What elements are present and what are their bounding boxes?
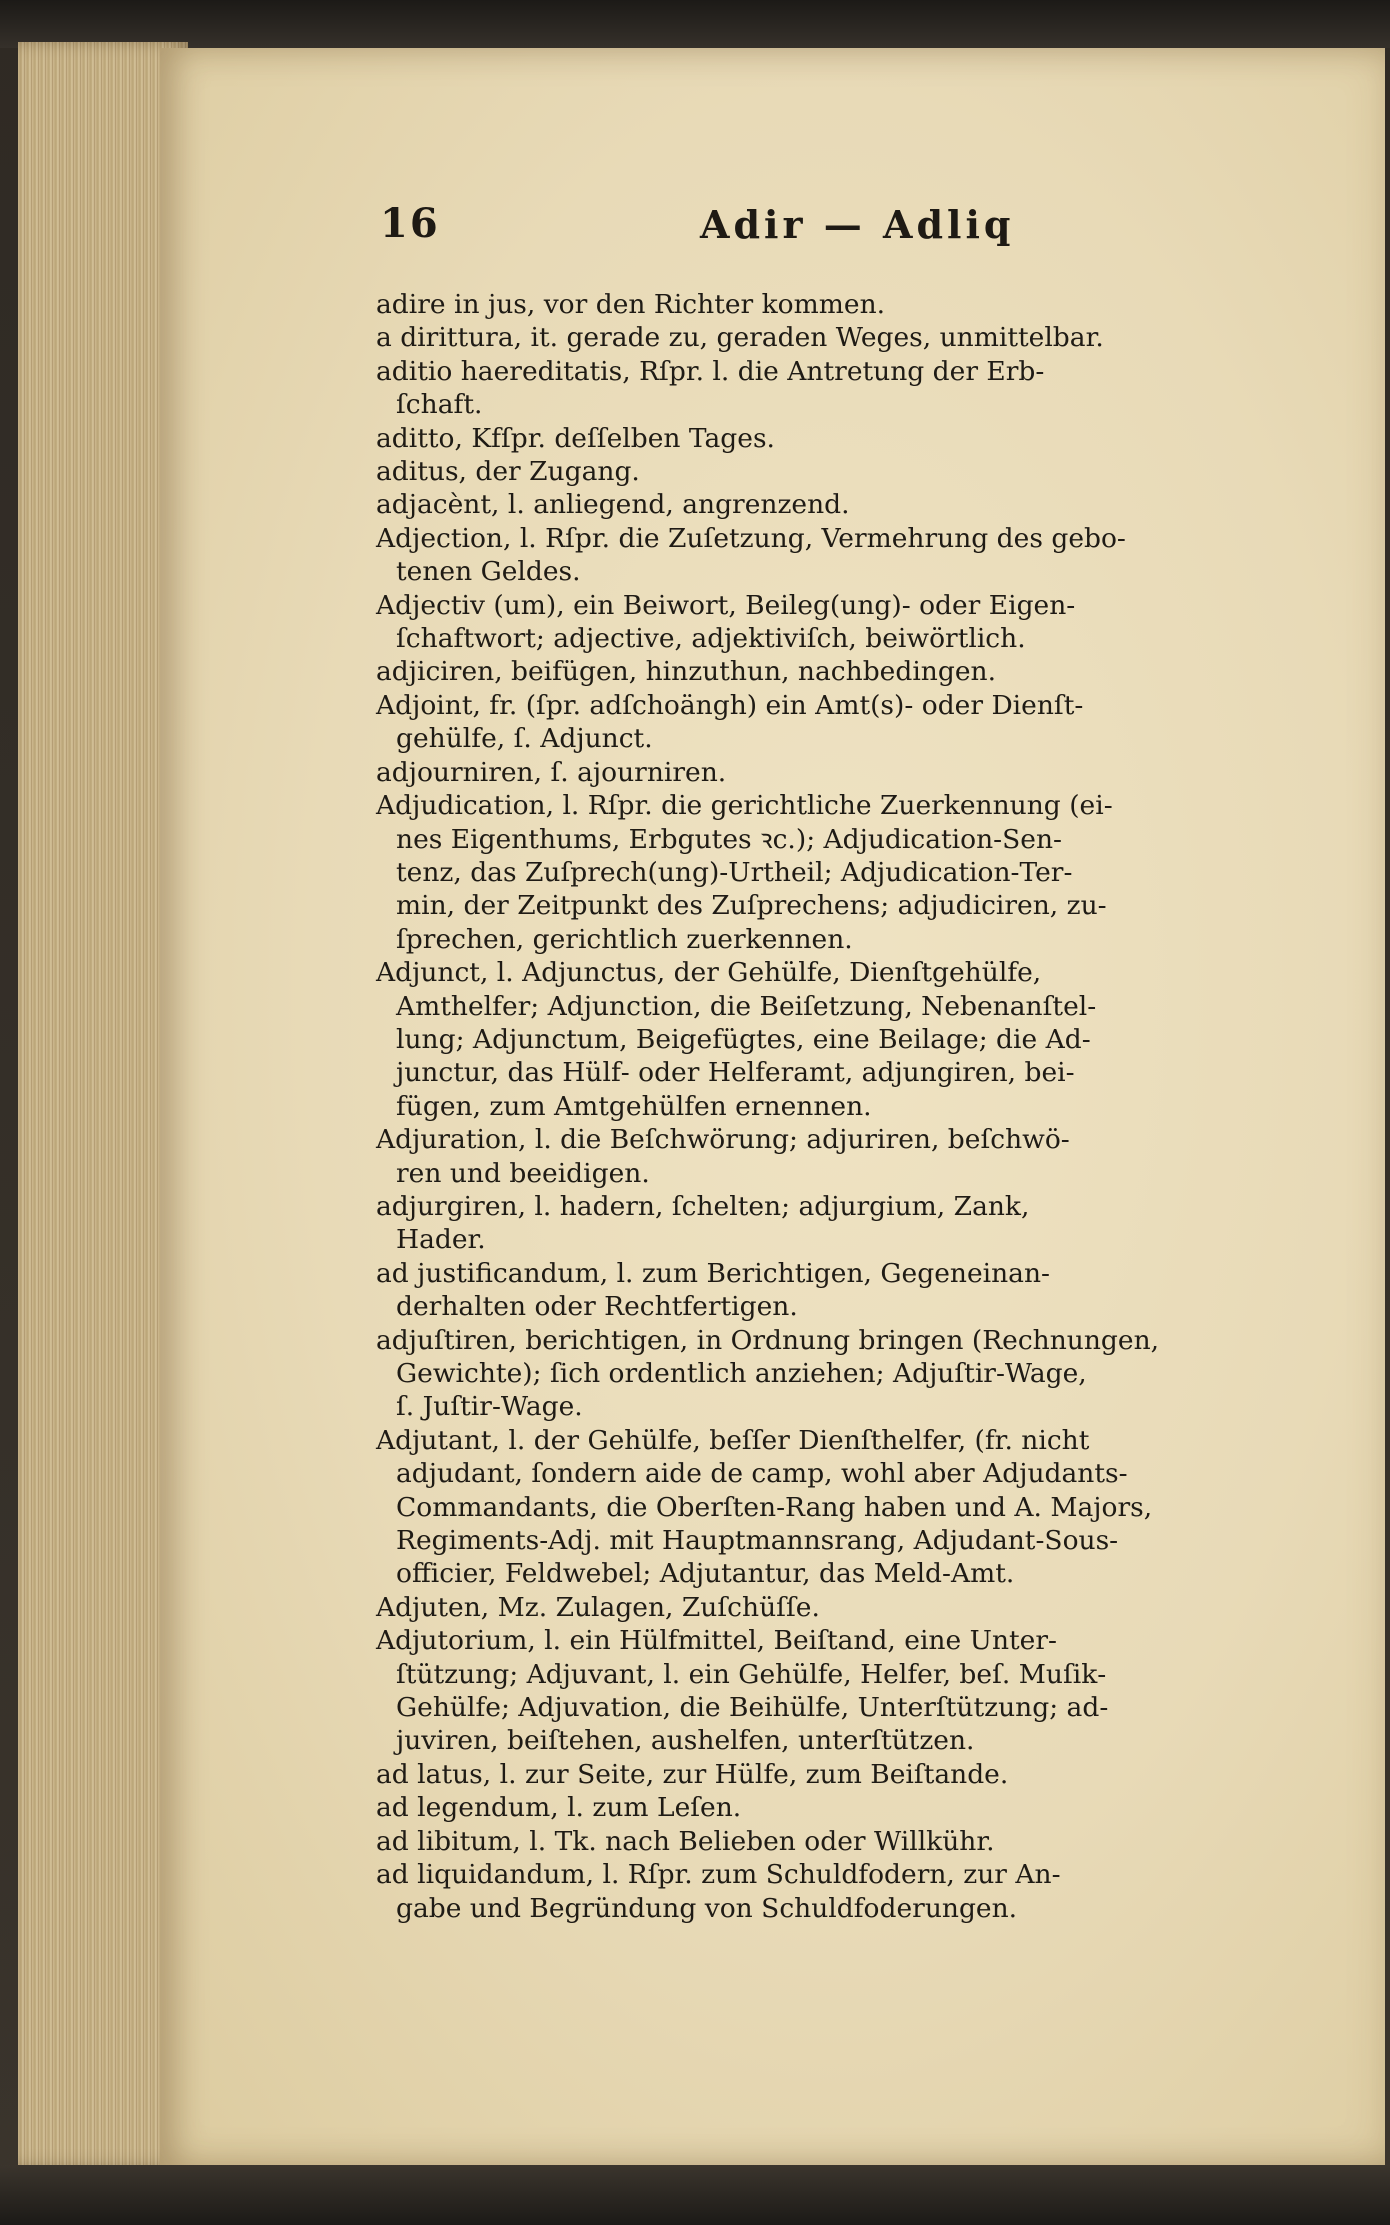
entry-line: adjiciren, beifügen, hinzuthun, nachbedingen. [376,656,996,688]
dictionary-entry [376,321,1342,354]
dictionary-entry [376,355,1342,422]
entry-line: Adjutorium, l. ein Hülfmittel, Beiſtand, eine Unter‑ [376,1625,1057,1657]
dictionary-entry [376,455,1342,488]
entry-line: aditio haereditatis, Rſpr. l. die Antretung der Erb‑ [376,355,1045,387]
entry-line: ſ. Juſtir‑Wage. [396,1391,583,1423]
dictionary-entry [376,689,1342,756]
dictionary-entry [376,488,1342,521]
entry-line: Adjutant, l. der Gehülfe, beſſer Dienſthelfer, (fr. nicht [376,1424,1090,1456]
entry-line: ad latus, l. zur Seite, zur Hülfe, zum Beiſtande. [376,1758,1009,1790]
entry-line: a dirittura, it. gerade zu, geraden Weges, unmittelbar. [376,322,1104,354]
entry-line: ad liquidandum, l. Rſpr. zum Schuldfodern, zur An‑ [376,1859,1061,1891]
entry-line: adjourniren, ſ. ajourniren. [376,756,727,788]
dictionary-entry [376,1758,1342,1791]
entry-line: adire in jus, vor den Richter kommen. [376,289,886,320]
dictionary-entry [376,1190,1342,1257]
page-header [380,200,1340,260]
entry-line: lung; Adjunctum, Beigefügtes, eine Beilage; die Ad‑ [396,1023,1091,1055]
dictionary-entry [376,789,1342,956]
entry-line: adjacènt, l. anliegend, angrenzend. [376,489,850,521]
entry-line: tenen Geldes. [396,556,581,588]
book-cover-top [0,0,1390,48]
entry-line: Commandants, die Oberſten‑Rang haben und A. Majors, [396,1491,1153,1523]
entry-line: aditus, der Zugang. [376,456,640,488]
page-number: 16 [380,200,440,247]
entry-line: junctur, das Hülf‑ oder Helferamt, adjungiren, bei‑ [396,1057,1075,1089]
entry-line: Adjection, l. Rſpr. die Zuſetzung, Vermehrung des gebo‑ [376,522,1126,554]
dictionary-entries [376,288,1342,1925]
entry-line: tenz, das Zuſprech(ung)‑Urtheil; Adjudication‑Ter‑ [396,856,1073,888]
entry-line: officier, Feldwebel; Adjutantur, das Meld‑Amt. [396,1558,1015,1590]
dictionary-entry [376,1591,1342,1624]
entry-line: derhalten oder Rechtfertigen. [396,1291,798,1323]
book-cover-bottom [0,2165,1390,2225]
entry-line: adjudant, ſondern aide de camp, wohl aber Adjudants- [396,1458,1128,1490]
dictionary-entry [376,1424,1342,1591]
dictionary-entry [376,655,1342,688]
entry-line: Adjuten, Mz. Zulagen, Zuſchüſſe. [376,1591,820,1623]
dictionary-entry [376,756,1342,789]
dictionary-entry [376,288,1342,321]
dictionary-entry [376,1624,1342,1758]
dictionary-entry [376,589,1342,656]
entry-line: Hader. [396,1224,486,1256]
entry-line: Gewichte); ſich ordentlich anziehen; Adjuſtir‑Wage, [396,1358,1087,1389]
dictionary-entry [376,1123,1342,1190]
entry-line: ſprechen, gerichtlich zuerkennen. [396,923,853,955]
entry-line: nes Eigenthums, Erbgutes ꝛc.); Adjudication‑Sen‑ [396,823,1062,855]
dictionary-entry [376,522,1342,589]
entry-line: adjurgiren, l. hadern, ſchelten; adjurgium, Zank, [376,1190,1030,1222]
entry-line: Amthelfer; Adjunction, die Beiſetzung, Nebenanſtel‑ [396,990,1097,1022]
entry-line: ſchaftwort; adjective, adjektiviſch, beiwörtlich. [396,623,1026,655]
entry-line: ad legendum, l. zum Leſen. [376,1792,742,1824]
entry-line: Adjunct, l. Adjunctus, der Gehülfe, Dienſtgehülfe, [376,957,1042,989]
dictionary-entry [376,956,1342,1123]
entry-line: min, der Zeitpunkt des Zuſprechens; adjudiciren, zu‑ [396,890,1107,922]
entry-line: Regiments‑Adj. mit Hauptmannsrang, Adjudant-Sous- [396,1525,1119,1557]
dictionary-entry [376,1791,1342,1824]
entry-line: Adjuration, l. die Beſchwörung; adjuriren, beſchwö‑ [376,1124,1070,1156]
entry-line: ſchaft. [396,389,483,421]
entry-line: Adjudication, l. Rſpr. die gerichtliche Zuerkennung (ei‑ [376,790,1113,822]
dictionary-entry [376,1257,1342,1324]
entry-line: ad libitum, l. Tk. nach Belieben oder Willkühr. [376,1825,995,1857]
entry-line: gehülfe, ſ. Adjunct. [396,723,653,755]
entry-line: ad justificandum, l. zum Berichtigen, Gegeneinan‑ [376,1257,1050,1289]
entry-line: aditto, Kfſpr. deſſelben Tages. [376,422,775,454]
dictionary-entry [376,1324,1342,1424]
dictionary-entry [376,1825,1342,1858]
entry-line: juviren, beiſtehen, aushelfen, unterſtützen. [396,1725,975,1757]
dictionary-entry [376,422,1342,455]
entry-line: gabe und Begründung von Schuldfoderungen. [396,1892,1018,1924]
entry-line: adjuſtiren, berichtigen, in Ordnung bringen (Rechnungen, [376,1324,1160,1356]
entry-line: fügen, zum Amtgehülfen ernennen. [396,1090,872,1122]
running-head: Adir — Adliq [700,202,1015,247]
entry-line: ren und beeidigen. [396,1157,650,1189]
entry-line: Gehülfe; Adjuvation, die Beihülfe, Unterſtützung; ad‑ [396,1692,1109,1724]
dictionary-entry [376,1858,1342,1925]
entry-line: ſtützung; Adjuvant, l. ein Gehülfe, Helfer, beſ. Muſik‑ [396,1658,1107,1690]
entry-line: Adjoint, fr. (ſpr. adſchoängh) ein Amt(s)‑ oder Dienſt‑ [376,689,1084,721]
entry-line: Adjectiv (um), ein Beiwort, Beileg(ung)‑ oder Eigen‑ [376,589,1076,621]
